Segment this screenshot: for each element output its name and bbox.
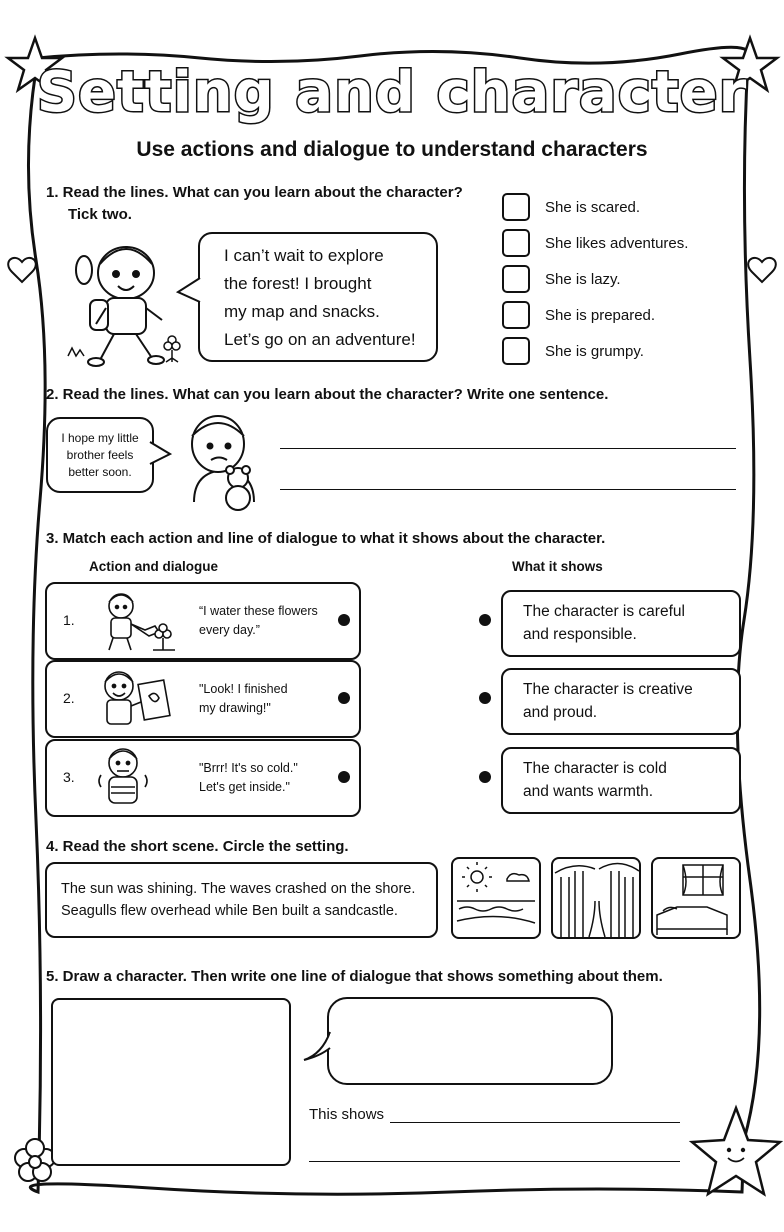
answer-line-text: and wants warmth. [523,783,654,800]
left-column-header: Action and dialogue [89,559,219,574]
match-answer-3 [501,747,741,814]
answer-line-text: The character is creative [523,681,693,698]
match-dot-left-2[interactable] [338,692,350,704]
dialogue-text [199,759,298,797]
scene-line: The sun was shining. The waves crashed on the shore. [61,881,416,897]
option-checkbox-prepared[interactable] [502,301,530,329]
answer-line[interactable] [390,1122,680,1123]
heart-icon [748,258,776,282]
dialogue-text [199,680,288,718]
girl-explorer-icon [66,228,186,368]
speech-line: better soon. [68,465,132,479]
q4-scene-box [45,862,438,938]
setting-option-bedroom[interactable] [651,857,741,939]
option-label: She is lazy. [545,271,621,288]
heart-icon [8,258,36,282]
option-label: She likes adventures. [545,235,689,252]
bedroom-icon [653,859,739,937]
q2-prompt: 2. Read the lines. What can you learn about the character? Write one sentence. [46,386,609,403]
child-watering-flowers-icon [93,588,179,654]
setting-option-beach[interactable] [451,857,541,939]
dialogue-text [199,602,318,640]
page-title: Setting and character [36,60,748,125]
match-dot-left-3[interactable] [338,771,350,783]
item-number: 3. [63,769,75,785]
option-checkbox-lazy[interactable] [502,265,530,293]
match-answer-2 [501,668,741,735]
option-checkbox-grumpy[interactable] [502,337,530,365]
dialogue-line: every day.” [199,623,260,637]
dialogue-line: "Look! I finished [199,682,288,696]
answer-line[interactable] [309,1161,680,1162]
shivering-child-icon [93,745,179,811]
answer-line-text: The character is cold [523,760,667,777]
scene-line: Seagulls flew overhead while Ben built a sandcastle. [61,903,398,919]
speech-line: brother feels [66,448,134,462]
beach-icon [453,859,539,937]
boy-with-teddy-icon [178,406,270,514]
q5-speech-bubble[interactable] [327,997,613,1085]
item-number: 2. [63,690,75,706]
match-item-1 [45,582,361,660]
answer-line-text: and responsible. [523,626,637,643]
match-item-3 [45,739,361,817]
match-dot-left-1[interactable] [338,614,350,626]
answer-line-text: and proud. [523,704,598,721]
q1-speech-bubble [198,232,438,362]
speech-bubble-tail [302,1028,332,1064]
match-item-2 [45,660,361,738]
option-checkbox-adventures[interactable] [502,229,530,257]
speech-line: I can’t wait to explore [224,246,384,265]
dialogue-line: "Brrr! It's so cold." [199,761,298,775]
answer-line[interactable] [280,489,736,490]
answer-line-text: The character is careful [523,603,685,620]
q2-speech-bubble [46,417,154,493]
item-number: 1. [63,612,75,628]
dialogue-line: Let's get inside." [199,780,290,794]
drawing-box[interactable] [51,998,291,1166]
q1-prompt-tick: Tick two. [68,206,132,223]
speech-line: I hope my little [61,431,139,445]
right-column-header: What it shows [512,559,603,574]
option-checkbox-scared[interactable] [502,193,530,221]
forest-icon [553,859,639,937]
dialogue-line: “I water these flowers [199,604,318,618]
q1-prompt: 1. Read the lines. What can you learn about the character? [46,184,463,201]
this-shows-label: This shows [309,1106,385,1123]
flower-icon [15,1139,55,1181]
match-dot-right-1[interactable] [479,614,491,626]
option-label: She is grumpy. [545,343,644,360]
match-dot-right-2[interactable] [479,692,491,704]
match-dot-right-3[interactable] [479,771,491,783]
speech-line: the forest! I brought [224,274,372,293]
q4-prompt: 4. Read the short scene. Circle the setting. [46,838,349,855]
q5-prompt: 5. Draw a character. Then write one line of dialogue that shows something about them. [46,968,663,985]
speech-bubble-tail [176,276,202,306]
child-with-drawing-icon [93,666,179,732]
speech-line: my map and snacks. [224,302,380,321]
speech-bubble-tail [148,440,172,468]
page-subtitle: Use actions and dialogue to understand characters [136,138,648,161]
match-answer-1 [501,590,741,657]
smiling-star-icon [692,1108,780,1194]
speech-line: Let’s go on an adventure! [224,330,416,349]
option-label: She is scared. [545,199,641,216]
setting-option-forest[interactable] [551,857,641,939]
dialogue-line: my drawing!" [199,701,271,715]
option-label: She is prepared. [545,307,656,324]
answer-line[interactable] [280,448,736,449]
q3-prompt: 3. Match each action and line of dialogue to what it shows about the character. [46,530,606,547]
